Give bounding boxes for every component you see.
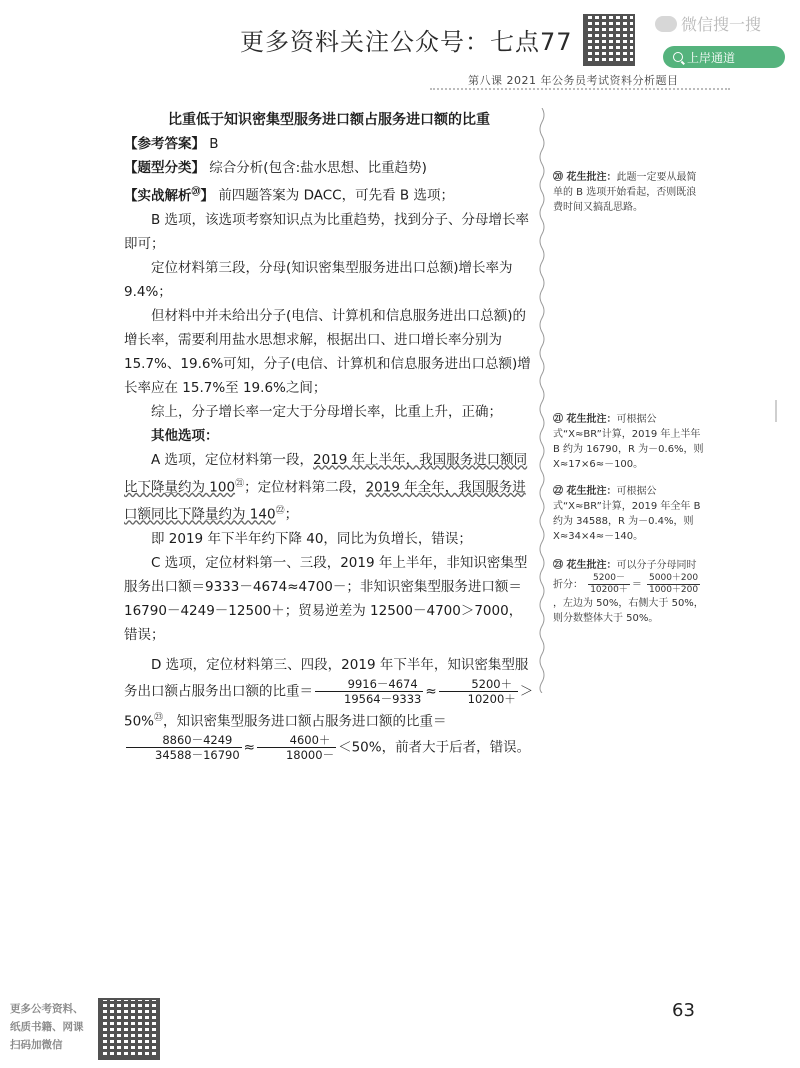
margin-note-21: ㉑ 花生批注：可根据公式“X≈BR”计算，2019 年上半年 B 约为 16790，R 为－0.6%，则 X≈17×6≈－100。 (553, 414, 704, 470)
paragraph-c-option: C 选项，定位材料第一、三段，2019 年上半年，非知识密集型服务出口额＝9333－4674≈4700－；非知识密集型服务进口额＝16790－4249－12500＋；贸易逆差为 12500－4700＞7000，错误； (124, 554, 528, 643)
question-title: 比重低于知识密集型服务进口额占服务进口额的比重 (168, 112, 490, 128)
paragraph-conclusion: 综上，分子增长率一定大于分母增长率，比重上升，正确； (151, 403, 502, 420)
analysis-label: 【实战解析⑳】 (124, 187, 215, 204)
bottom-promo-text: 更多公考资料、 纸质书籍、网课 扫码加微信 (10, 1003, 84, 1051)
category-value: 综合分析(包含:盐水思想、比重趋势) (209, 160, 427, 176)
wechat-search-label[interactable] (655, 12, 761, 35)
fraction-export-share: $\frac{9916-4674}{19564-9333}$ (315, 677, 423, 706)
margin-note-22: ㉒ 花生批注：可根据公式“X≈BR”计算，2019 年全年 B 约为 34588，R 为－0.4%，则 X≈34×4≈－140。 (553, 486, 701, 542)
paragraph-a-option: A 选项，定位材料第一段，2019 年上半年，我国服务进口额同比下降量约为 $100^㉑$；定位材料第二段，2019 年全年，我国服务进口额同比下降量约为 $140^㉒$； (124, 451, 528, 523)
page-number: 63 (672, 1000, 695, 1021)
note-fraction-a: $\frac{5200-}{10200+}$ (590, 573, 628, 595)
answer-label: 【参考答案】 (124, 136, 205, 152)
fraction-export-approx: $\frac{5200+}{10200+}$ (439, 677, 518, 706)
paragraph-d-option: D 选项，定位材料第三、四段，2019 年下半年，知识密集型服务出口额占服务出口额的比重＝ $\frac{9916-4674}{19564-9333}$ ≈ $\frac{5200+}{10200+}$ ＞50%$^㉓$，知识密集型服务进口额占服务进口额的比重＝ $\frac{8860-4249}{34588-16790}$ ≈ $\frac{4600+}{18000-}$ ＜50%，前者大于后者，错误。 (124, 656, 534, 762)
paragraph-denominator: 定位材料第三段，分母(知识密集型服务进出口总额)增长率为 9.4%； (124, 259, 513, 300)
qr-code-icon (583, 14, 635, 66)
paragraph-numerator: 但材料中并未给出分子(电信、计算机和信息服务进出口总额)的增长率，需要利用盐水思想求解，根据出口、进口增长率分别为 15.7%、19.6%可知，分子(电信、计算机和信息服务进出口总额)增长率应在 15.7%至 19.6%之间； (124, 307, 531, 396)
analysis-line (124, 180, 534, 208)
margin-note-20: ⑳ 花生批注：此题一定要从最简单的 B 选项开始看起，否则既浪费时间又搞乱思路。 (553, 172, 697, 213)
page-edge-mark (775, 400, 777, 422)
other-options-label: 其他选项： (151, 427, 219, 444)
search-icon (673, 52, 683, 62)
note-fraction-b: $\frac{5000+200}{1000+200}$ (649, 573, 699, 595)
search-chip-label: 上岸通道 (687, 50, 736, 65)
answer-line (124, 132, 534, 156)
running-header: 第八课 2021 年公务员考试资料分析题目 (468, 74, 679, 87)
fraction-import-share: $\frac{8860-4249}{34588-16790}$ (126, 733, 242, 762)
margin-divider (537, 108, 547, 693)
promo-banner-title: 更多资料关注公众号：七点77 (240, 28, 573, 56)
category-line (124, 156, 534, 180)
margin-note-23: ㉓ 花生批注：可以分子分母同时折分： $\frac{5200-}{10200+}$ ＝ $\frac{5000+200}{1000+200}$ ，左边为 50%，右侧大于 50%，则分数整体大于 50%。 (553, 560, 704, 624)
analysis-intro: 前四题答案为 DACC，可先看 B 选项； (218, 187, 454, 204)
search-chip-button[interactable] (663, 46, 785, 68)
main-text (124, 108, 534, 768)
category-label: 【题型分类】 (124, 160, 205, 176)
paragraph-a-conclusion: 即 2019 年下半年约下降 40，同比为负增长，错误； (151, 530, 472, 547)
fraction-import-approx: $\frac{4600+}{18000-}$ (257, 733, 336, 762)
wechat-icon (655, 16, 677, 32)
header-divider (430, 88, 730, 90)
paragraph-b-option: B 选项，该选项考察知识点为比重趋势，找到分子、分母增长率即可； (124, 211, 530, 252)
qr-code-icon-bottom (98, 998, 160, 1060)
wechat-search-text: 微信搜一搜 (681, 15, 762, 34)
answer-value: B (209, 136, 219, 152)
